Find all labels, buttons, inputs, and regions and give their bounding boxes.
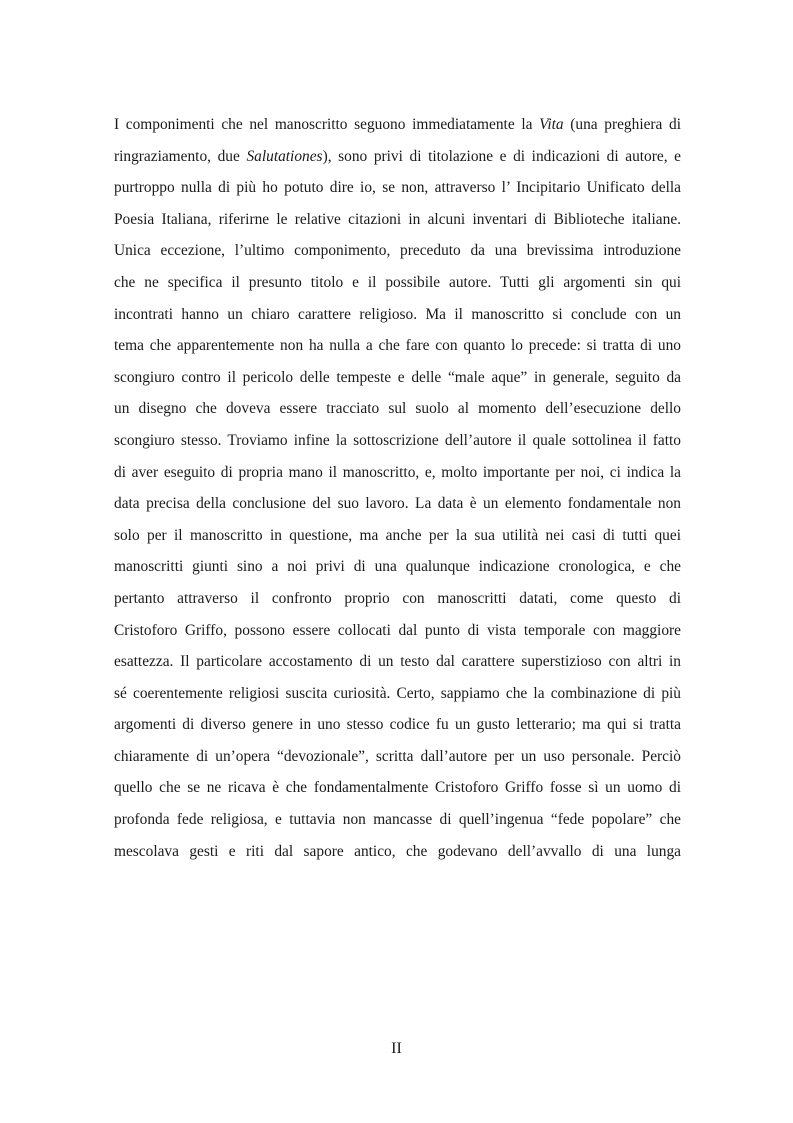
text-line: Poesia Italiana, riferirne le relative citazioni in alcuni inventari di Biblioteche italiane. xyxy=(114,210,681,228)
text-line: incontrati hanno un chiaro carattere religioso. Ma il manoscritto si conclude con un xyxy=(114,305,681,323)
page-number: II xyxy=(391,1040,402,1057)
text-line: quello che se ne ricava è che fondamentalmente Cristoforo Griffo fosse sì un uomo di xyxy=(114,779,681,797)
text-line: tema che apparentemente non ha nulla a che fare con quanto lo precede: si tratta di uno xyxy=(114,337,681,355)
text-line: scongiuro stesso. Troviamo infine la sottoscrizione dell’autore il quale sottolinea il fatto xyxy=(114,431,681,449)
text-line: purtroppo nulla di più ho potuto dire io, se non, attraverso l’ Incipitario Unificato della xyxy=(114,179,681,197)
text-line: sé coerentemente religiosi suscita curiosità. Certo, sappiamo che la combinazione di più xyxy=(114,684,681,702)
text-line: data precisa della conclusione del suo lavoro. La data è un elemento fondamentale non xyxy=(114,495,681,513)
text-line: Cristoforo Griffo, possono essere collocati dal punto di vista temporale con maggiore xyxy=(114,621,681,639)
text-line: mescolava gesti e riti dal sapore antico, che godevano dell’avvallo di una lunga xyxy=(114,842,681,860)
text-line: che ne specifica il presunto titolo e il possibile autore. Tutti gli argomenti sin qui xyxy=(114,273,681,291)
text-line: esattezza. Il particolare accostamento di un testo dal carattere superstizioso con altri in xyxy=(114,653,681,671)
emphasis-vita: Vita xyxy=(539,116,564,133)
text-line: argomenti di diverso genere in uno stesso codice fu un gusto letterario; ma qui si tratta xyxy=(114,716,681,734)
text-line: solo per il manoscritto in questione, ma anche per la sua utilità nei casi di tutti quei xyxy=(114,526,681,544)
text-line: chiaramente di un’opera “devozionale”, scritta dall’autore per un uso personale. Perciò xyxy=(114,747,681,765)
text-line: pertanto attraverso il confronto proprio con manoscritti datati, come questo di xyxy=(114,589,681,607)
body-text xyxy=(114,109,681,867)
text-line: un disegno che doveva essere tracciato sul suolo al momento dell’esecuzione dello xyxy=(114,400,681,418)
text-line: scongiuro contro il pericolo delle tempeste e delle “male aque” in generale, seguito da xyxy=(114,368,681,386)
text-line: di aver eseguito di propria mano il manoscritto, e, molto importante per noi, ci indica la xyxy=(114,463,681,481)
text-line: Unica eccezione, l’ultimo componimento, preceduto da una brevissima introduzione xyxy=(114,242,681,260)
emphasis-salutationes: Salutationes xyxy=(246,147,323,165)
text-line: ringraziamento, due Salutationes), sono privi di titolazione e di indicazioni di autore, e xyxy=(114,147,682,165)
text-line: I componimenti che nel manoscritto seguono immediatamente la Vita (una preghiera di xyxy=(114,116,682,133)
text-line: profonda fede religiosa, e tuttavia non mancasse di quell’ingenua “fede popolare” che xyxy=(114,811,681,829)
text-line: manoscritti giunti sino a noi privi di una qualunque indicazione cronologica, e che xyxy=(114,558,681,576)
